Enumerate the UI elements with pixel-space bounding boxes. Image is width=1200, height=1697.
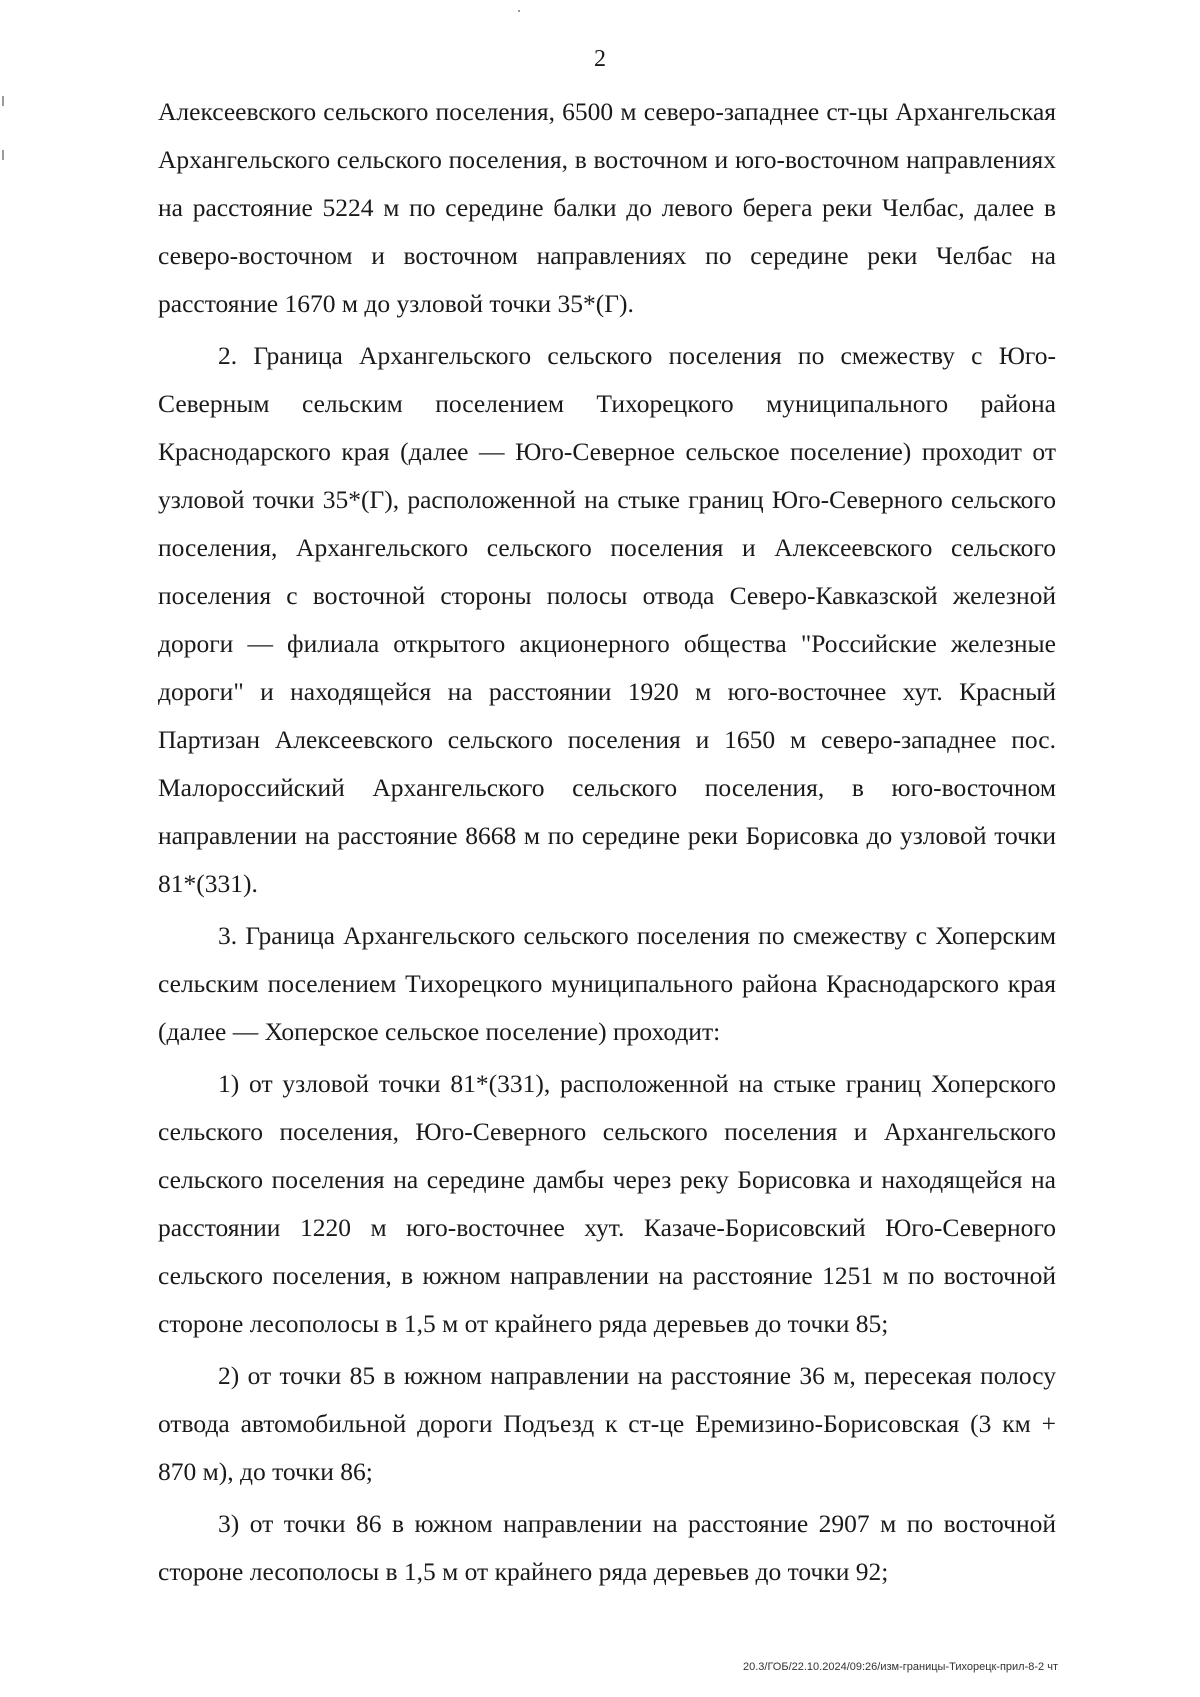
document-footer-code: 20.3/ГОБ/22.10.2024/09:26/изм-границы-Тихорецк-прил-8-2 чт — [743, 1661, 1058, 1673]
paragraph-item-1: 1) от узловой точки 81*(331), расположенной на стыке границ Хоперского сельского поселения, Юго-Северного сельского поселения и Архангельского сельского поселения на середине дамбы через реку Борисовка и находящейся на расстоянии 1220 м юго-восточнее хут. Казаче-Борисовский Юго-Северного сельского поселения, в южном направлении на расстояние 1251 м по восточной стороне лесополосы в 1,5 м от крайнего ряда деревьев до точки 85; — [158, 1069, 1056, 1338]
page-number: 2 — [594, 46, 606, 72]
paragraph-item-3: 3) от точки 86 в южном направлении на расстояние 2907 м по восточной стороне лесополосы в 1,5 м от крайнего ряда деревьев до точки 92; — [158, 1509, 1056, 1586]
paragraph-continuation: Алексеевского сельского поселения, 6500 м северо-западнее ст-цы Архангельская Архангельского сельского поселения, в восточном и юго-восточном направлениях на расстояние 5224 м по середине балки до левого берега реки Челбас, далее в северо-восточном и восточном направлениях по середине реки Челбас на расстояние 1670 м до узловой точки 35*(Г). — [158, 97, 1056, 318]
scan-edge-mark — [2, 96, 4, 106]
paragraph-item-2: 2) от точки 85 в южном направлении на расстояние 36 м, пересекая полосу отвода автомобильной дороги Подъезд к ст-це Еремизино-Борисовская (3 км + 870 м), до точки 86; — [158, 1361, 1056, 1486]
paragraph-section-3: 3. Граница Архангельского сельского поселения по смежеству с Хоперским сельским поселением Тихорецкого муниципального района Краснодарского края (далее — Хоперское сельское поселение) проходит: — [158, 921, 1056, 1046]
scan-edge-mark — [2, 150, 4, 160]
scan-artifact-dot — [518, 10, 520, 12]
document-body — [158, 88, 1056, 1596]
paragraph-section-2: 2. Граница Архангельского сельского поселения по смежеству с Юго-Северным сельским поселением Тихорецкого муниципального района Краснодарского края (далее — Юго-Северное сельское поселение) проходит от узловой точки 35*(Г), расположенной на стыке границ Юго-Северного сельского поселения, Архангельского сельского поселения и Алексеевского сельского поселения с восточной стороны полосы отвода Северо-Кавказской железной дороги — филиала открытого акционерного общества "Российские железные дороги" и находящейся на расстоянии 1920 м юго-восточнее хут. Красный Партизан Алексеевского сельского поселения и 1650 м северо-западнее пос. Малороссийский Архангельского сельского поселения, в юго-восточном направлении на расстояние 8668 м по середине реки Борисовка до узловой точки 81*(331). — [158, 341, 1056, 898]
